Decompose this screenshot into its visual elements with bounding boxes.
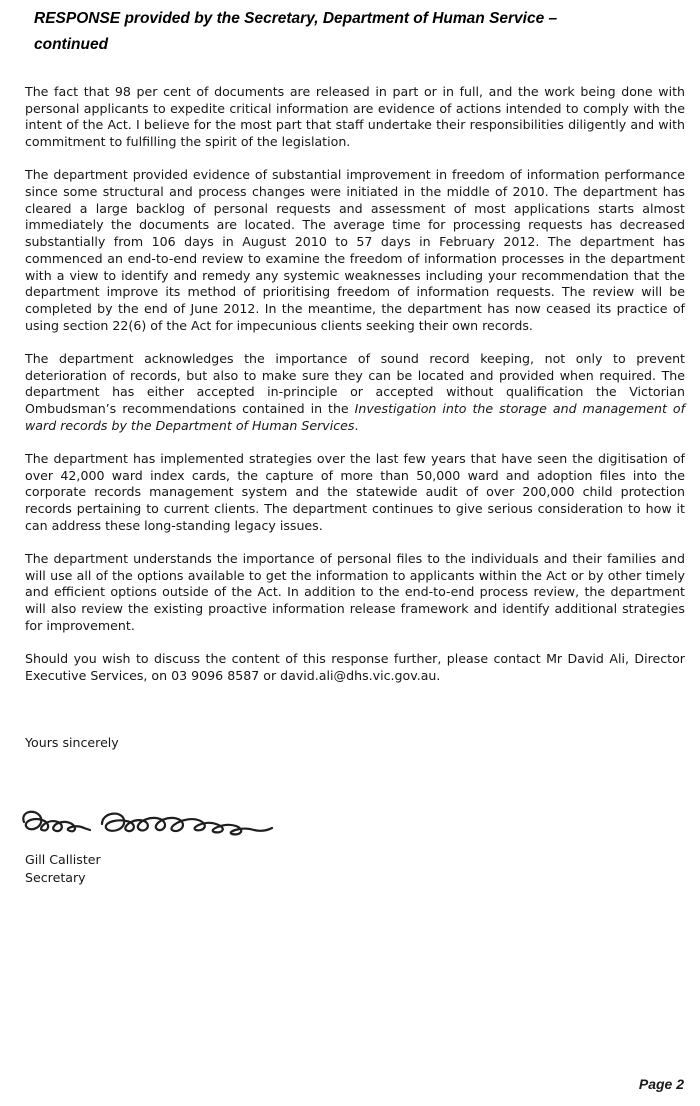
paragraph-contact: Should you wish to discuss the content of this response further, please contact Mr David Ali, Director Executive Services, on 03 9096 8587 or david.ali@dhs.vic.gov.au. (25, 650, 685, 683)
paragraph-personal-files: The department understands the importance of personal files to the individuals and their families and will use all of the options available to get the information to applicants within the Act or by other timely and efficient options outside of the Act. In addition to the end-to-end process review, the department will also review the existing proactive information release framework and identify additional strategies for improvement. (25, 550, 685, 633)
paragraph-foi-performance: The department provided evidence of substantial improvement in freedom of information performance since some structural and process changes were initiated in the middle of 2010. The department has cleared a large backlog of personal requests and assessment of most applications starts almost immediately the documents are located. The average time for processing requests has decreased substantially from 106 days in August 2010 to 57 days in February 2012. The department has commenced an end-to-end review to examine the freedom of information processes in the department with a view to identify and remedy any systemic weaknesses including your recommendation that the department improve its method of prioritising freedom of information requests. The review will be completed by the end of June 2012. In the meantime, the department has now ceased its practice of using section 22(6) of the Act for impecunious clients seeking their own records. (25, 167, 685, 333)
closing-salutation: Yours sincerely (25, 735, 119, 750)
heading-line-1: RESPONSE provided by the Secretary, Department of Human Service – (34, 10, 558, 27)
signatory-block (25, 851, 101, 887)
signatory-name: Gill Callister (25, 852, 101, 867)
paragraph-record-keeping (25, 351, 685, 435)
paragraph-record-keeping-end: . (354, 417, 359, 433)
page-heading (34, 6, 654, 58)
paragraph-digitisation: The department has implemented strategies over the last few years that have seen the digitisation of over 42,000 ward index cards, the capture of more than 50,000 ward and adoption files into the corporate records management system and the statewide audit of over 200,000 child protection records pertaining to current clients. The department continues to give serious consideration to how it can address these long-standing legacy issues. (25, 450, 685, 533)
heading-line-2: continued (34, 36, 109, 53)
handwritten-signature (18, 800, 278, 848)
letter-body (25, 84, 685, 701)
page-number: Page 2 (638, 1076, 684, 1092)
paragraph-compliance: The fact that 98 per cent of documents are released in part or in full, and the work being done with personal applicants to expedite critical information are evidence of actions intended to comply with the intent of the Act. I believe for the most part that staff undertake their responsibilities diligently and with commitment to fulfilling the spirit of the legislation. (25, 84, 685, 150)
signatory-title: Secretary (25, 870, 86, 885)
investigation-title: Investigation into the storage and management of ward records by the Department of Human Services (25, 400, 686, 433)
paragraph-record-keeping-lead: The department acknowledges the importance of sound record keeping, not only to prevent deterioration of records, but also to make sure they can be located and provided when required. The department has either accepted in-principle or accepted without qualification the Victorian Ombudsman’s recommendations contained in the (25, 350, 685, 416)
